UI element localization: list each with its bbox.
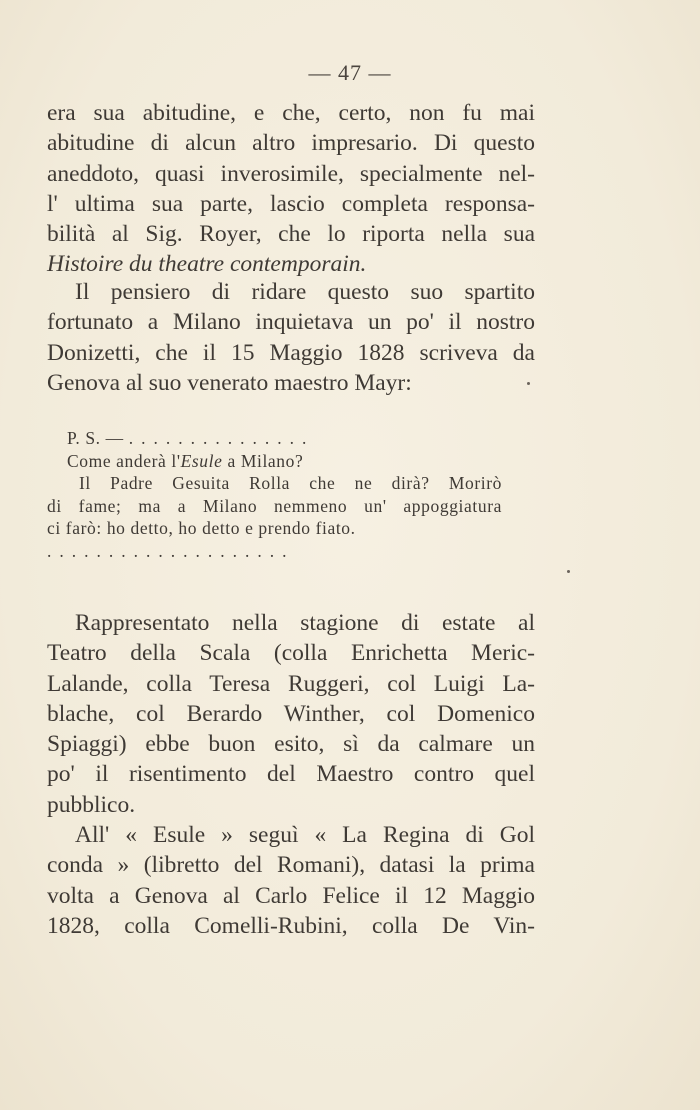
letter-ps-label: P. S. —: [67, 428, 124, 448]
opera-title: Esule: [180, 450, 223, 471]
book-title-line: Histoire du theatre contemporain.: [47, 251, 367, 278]
paragraph-1: [47, 98, 535, 280]
letter-trailing-line: [47, 540, 502, 563]
letter-text: a Milano?: [222, 450, 304, 471]
text-line: All' « Esule » seguì « La Regina di Gol: [75, 822, 535, 848]
text-line: Donizetti, che il 15 Maggio 1828 scriveva da: [47, 339, 535, 366]
text-line: era sua abitudine, e che, certo, non fu mai: [47, 100, 535, 126]
text-line: abitudine di alcun altro impresario. Di questo: [47, 130, 535, 157]
letter-line: ci farò: ho detto, ho detto e prendo fiato.: [47, 518, 356, 538]
text-line: Lalande, colla Teresa Ruggeri, col Luigi La-: [47, 670, 535, 697]
ellipsis-dots: ...............: [128, 428, 315, 448]
text-line: pubblico.: [47, 791, 136, 818]
text-line: conda » (libretto del Romani), datasi la prima: [47, 852, 535, 879]
ink-speck: [567, 570, 570, 573]
text-line: bilità al Sig. Royer, che lo riporta nella sua: [47, 221, 535, 248]
letter-quote: [47, 427, 502, 562]
letter-ps-line: [47, 427, 502, 450]
text-line: Spiaggi) ebbe buon esito, sì da calmare un: [47, 731, 535, 758]
text-line: fortunato a Milano inquietava un po' il nostro: [47, 309, 535, 336]
paragraph-3: [47, 608, 535, 820]
text-line: Rappresentato nella stagione di estate al: [75, 610, 535, 636]
ellipsis-dots: ....................: [47, 540, 295, 561]
text-line: Il pensiero di ridare questo suo spartito: [75, 279, 535, 305]
text-line: blache, col Berardo Winther, col Domenico: [47, 700, 535, 727]
paragraph-4: [47, 820, 535, 941]
text-line: aneddoto, quasi inverosimile, specialmente nel-: [47, 160, 535, 187]
text-line: po' il risentimento del Maestro contro quel: [47, 761, 535, 788]
paragraph-2: [47, 277, 535, 398]
text-line: l' ultima sua parte, lascio completa responsa-: [47, 190, 535, 217]
text-line: Genova al suo venerato maestro Mayr:: [47, 369, 412, 396]
letter-line: [47, 450, 502, 473]
ink-speck: [527, 382, 530, 385]
page-number: — 47 —: [308, 60, 392, 85]
text-line: Teatro della Scala (colla Enrichetta Meric-: [47, 640, 535, 667]
letter-text: Come anderà l': [67, 450, 181, 471]
text-line: volta a Genova al Carlo Felice il 12 Maggio: [47, 882, 535, 909]
letter-line: di fame; ma a Milano nemmeno un' appoggiatura: [47, 495, 502, 516]
letter-line: Il Padre Gesuita Rolla che ne dirà? Morirò: [79, 473, 502, 493]
text-line: 1828, colla Comelli-Rubini, colla De Vin-: [47, 912, 535, 939]
